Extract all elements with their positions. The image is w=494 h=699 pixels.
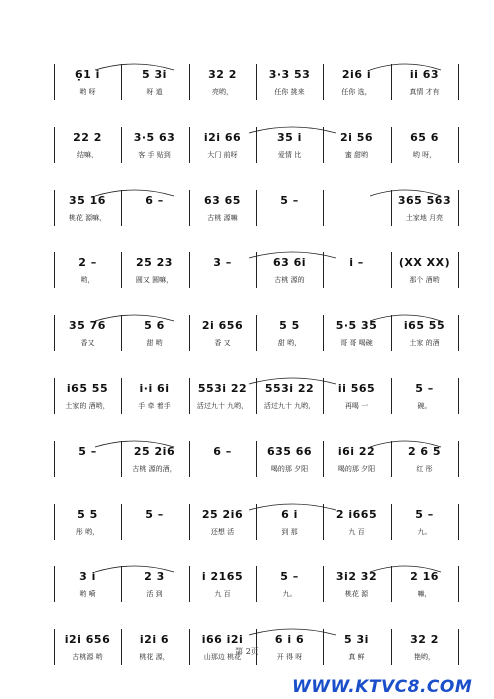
measure-lyrics: 古桃 源的 [274,276,305,285]
measure-notes: 2i 656 [201,319,244,333]
measure-lyrics: 九 百 [348,527,365,536]
barline [323,64,324,100]
measure [325,250,388,312]
measure-notes: 6 i 6 [274,633,305,647]
measure-notes: 63 65 [204,193,241,207]
measure-notes: 2i 56 [339,130,374,144]
measure-lyrics: 土家 的酒 [409,339,440,348]
measure-notes: 25 23 [136,256,173,270]
measure [191,62,254,124]
barline [323,127,324,163]
measure-notes: 22 2 [73,130,102,144]
measure [123,564,186,626]
measure [56,188,119,250]
measure-lyrics: 土家地 月亮 [405,213,444,222]
barline [391,315,392,351]
barline [323,504,324,540]
measure [258,502,321,564]
measure-lyrics: 九 百 [214,590,231,599]
barline [189,441,190,477]
barline [54,378,55,414]
measure-lyrics: 彤 哟， [75,527,100,536]
score-system [54,439,458,503]
barline [121,566,122,602]
barline [458,315,459,351]
barline [256,504,257,540]
measure-lyrics: 再喝 一 [344,402,369,410]
measure-notes: 2i6 i [341,68,372,81]
measure [393,564,456,626]
barline [391,127,392,163]
barline [54,127,55,163]
measure-lyrics: 客 手 贴到 [138,150,171,159]
measure [325,376,388,438]
measure-notes: 5 3i [344,633,369,647]
measure-lyrics: 古桃源 哟 [72,653,103,662]
measure [123,250,186,312]
measure [325,62,388,124]
barline [189,127,190,163]
barline [323,441,324,477]
measure-lyrics: 桃花 源嘛， [68,213,107,222]
barline [54,252,55,288]
barline [54,315,55,351]
measure [123,439,186,501]
barline [189,378,190,414]
measure [191,313,254,375]
measure-lyrics: 蜜 甜哟 [344,150,369,159]
measure-notes: 3·5 63 [133,130,176,144]
barline [391,378,392,414]
barline [458,190,459,226]
measure-lyrics: 亮哟， [212,88,233,96]
measure-lyrics: 九。 [282,590,297,599]
measure [123,627,186,689]
measure [325,439,388,501]
measure-notes: 5 3i [142,68,167,81]
measure [56,439,119,501]
measure-lyrics: 哥 哥 喝碗 [340,339,373,348]
measure [191,439,254,501]
barline [189,190,190,226]
barline [121,441,122,477]
barline [458,64,459,100]
barline [256,64,257,100]
measure-notes: 32 2 [208,68,237,81]
measure-lyrics: 活过九十 九哟， [263,402,316,410]
measure [258,439,321,501]
measure-notes: i65 55 [66,382,109,395]
measure [393,439,456,501]
score-system [54,376,458,440]
barline [256,252,257,288]
measure-lyrics: 呀 道 [146,88,163,96]
measure [393,62,456,124]
measure [123,376,186,438]
measure-notes: 6 i [281,507,298,521]
measure-lyrics: 古桃 源嘛 [207,213,238,222]
measure-notes: 65 6 [410,130,439,144]
measure-lyrics: 艳哟， [414,653,435,662]
measure [258,564,321,626]
score-system [54,125,458,189]
measure [56,250,119,312]
measure-notes: 5 – [280,570,299,584]
measure-lyrics: 哟， [80,276,95,285]
measure-lyrics: 桃花 源， [139,653,170,662]
measure-notes: 25 2i6 [133,444,176,458]
measure-lyrics: 山那边 桃花 [203,653,242,662]
barline [391,566,392,602]
barline [54,64,55,100]
measure-notes: 6 – [213,444,232,458]
measure-lyrics: 土家的 酒哟， [65,402,110,410]
measure-lyrics: 圆又 圆嘛， [135,276,174,285]
measure [123,62,186,124]
barline [121,315,122,351]
measure-notes: 5 6 [144,319,165,333]
barline [121,127,122,163]
measure-lyrics: 香 又 [214,339,231,348]
measure-notes: i·i 6i [139,382,170,395]
measure-lyrics: 桃花 源 [344,590,369,599]
barline [323,190,324,226]
page-number: 第 2页 [235,647,259,656]
measure-notes: 2 i665 [335,507,378,521]
measure [258,250,321,312]
measure-notes: (XX XX) [398,256,451,270]
measure-notes: 5 – [145,507,164,521]
watermark: WWW.KTVC8.COM [292,677,473,697]
barline [54,566,55,602]
measure-notes: 5·5 35 [335,319,378,333]
measure-notes: 5 – [280,193,299,207]
measure-notes: 5 – [78,444,97,458]
barline [189,566,190,602]
barline [121,190,122,226]
measure-notes: i6i 22 [337,444,376,458]
measure-lyrics: 真 鲜 [348,653,365,662]
measure [56,564,119,626]
measure [191,376,254,438]
measure-lyrics: 到 那 [281,527,298,536]
measure-notes: 635 66 [266,444,313,458]
measure-notes: 25 2i6 [201,507,244,521]
measure [123,188,186,250]
measure-notes: 2 – [78,256,97,270]
measure-lyrics: 红 彤 [416,464,433,473]
measure-lyrics: 爱情 比 [277,150,302,159]
measure [325,188,388,250]
barline [323,252,324,288]
barline [391,252,392,288]
barline [189,504,190,540]
barline [121,504,122,540]
measure [56,125,119,187]
measure-notes: 5 – [415,382,434,395]
score-system [54,250,458,314]
measure-lyrics: 嘛， [417,590,432,599]
measure-notes: i2i 66 [203,130,242,144]
measure-notes: 5 5 [279,319,300,333]
barline [54,504,55,540]
measure-lyrics: 哟 呀 [79,88,96,96]
barline [458,566,459,602]
barline [391,441,392,477]
measure [191,188,254,250]
measure [258,313,321,375]
measure-lyrics: 任你 挑来 [274,88,305,96]
measure-lyrics: 喝的那 夕阳 [270,464,309,473]
measure-lyrics: 活过九十 九哟， [196,402,249,410]
measure-lyrics: 古桃 源的酒， [132,464,177,473]
measure-notes: 365 563 [397,193,452,207]
measure-notes: 35 i [277,130,302,144]
barline [189,64,190,100]
measure-lyrics: 还想 活 [210,527,235,536]
barline [458,441,459,477]
measure-notes: 6 – [145,193,164,207]
measure-lyrics: 手 牵 着手 [138,402,171,410]
measure-notes: 5 5 [77,507,98,521]
measure [56,502,119,564]
measure-notes: i2i 6 [139,633,170,647]
measure [56,627,119,689]
barline [54,190,55,226]
measure-notes: 6̣1 i [75,68,100,81]
barline [121,378,122,414]
measure-notes: 3·3 53 [268,68,311,81]
measure [123,125,186,187]
barline [256,315,257,351]
measure [258,376,321,438]
barline [323,315,324,351]
measure [56,313,119,375]
measure-lyrics: 哟 嗬 [79,590,96,599]
barline [189,315,190,351]
barline [256,441,257,477]
barline [391,64,392,100]
measure-notes: ii 565 [337,382,376,395]
measure-notes: i 2165 [201,570,244,584]
score-system [54,313,458,377]
measure [56,376,119,438]
measure [258,188,321,250]
measure-notes: 3i2 32 [335,570,378,584]
measure-notes: 2 3 [144,570,165,584]
measure [393,250,456,312]
measure-notes: i – [349,256,364,270]
measure-notes: 5 – [415,507,434,521]
measure [393,188,456,250]
score-system [54,564,458,628]
measure-lyrics: 开 得 呀 [276,653,303,662]
barline [256,127,257,163]
measure-lyrics: 香又 [80,339,95,348]
measure-lyrics: 真情 才有 [409,88,440,96]
measure-notes: i66 i2i [201,633,244,647]
measure-lyrics: 喝的那 夕阳 [337,464,376,473]
measure [325,125,388,187]
measure-notes: 35 16 [69,193,106,207]
measure-notes: i2i 656 [64,633,111,647]
barline [54,441,55,477]
measure-lyrics: 甜 哟， [277,339,302,348]
measure [258,62,321,124]
measure-lyrics: 大门 前呀 [207,150,238,159]
score-system [54,188,458,252]
barline [256,566,257,602]
measure [325,502,388,564]
barline [323,378,324,414]
measure [191,564,254,626]
measure-notes: i65 55 [403,319,446,333]
measure [393,502,456,564]
barline [458,378,459,414]
measure [393,376,456,438]
measure-notes: 32 2 [410,633,439,647]
measure [123,313,186,375]
barline [458,504,459,540]
measure-lyrics: 碗。 [417,402,432,410]
measure [325,313,388,375]
measure-lyrics: 结嘛， [77,150,98,159]
measure [191,125,254,187]
score-system [54,502,458,566]
measure-notes: 3 – [213,256,232,270]
score-system [54,62,458,126]
measure [325,564,388,626]
barline [121,64,122,100]
measure [393,313,456,375]
measure-notes: 553i 22 [264,382,315,395]
measure [393,125,456,187]
measure [191,502,254,564]
barline [256,190,257,226]
barline [391,504,392,540]
measure-notes: 63 6i [272,256,307,270]
measure-notes: 3 i [79,570,96,584]
measure-lyrics: 哟 呀， [412,150,437,159]
measure-notes: 35 76 [69,319,106,333]
measure-lyrics: 那个 酒哟 [409,276,440,285]
barline [323,566,324,602]
measure [56,62,119,124]
measure-lyrics: 活 到 [146,590,163,599]
measure-notes: ii 63 [409,68,440,81]
barline [458,252,459,288]
measure-notes: 2 6 5 [407,444,442,458]
measure-lyrics: 任你 选， [341,88,372,96]
barline [189,252,190,288]
measure [123,502,186,564]
barline [458,127,459,163]
barline [391,190,392,226]
measure [191,627,254,689]
measure-notes: 553i 22 [197,382,248,395]
measure-notes: 2 16 [410,570,439,584]
measure [191,250,254,312]
measure-lyrics: 甜 哟 [146,339,163,348]
measure-lyrics: 九。 [417,527,432,536]
measure [258,125,321,187]
barline [121,252,122,288]
barline [256,378,257,414]
